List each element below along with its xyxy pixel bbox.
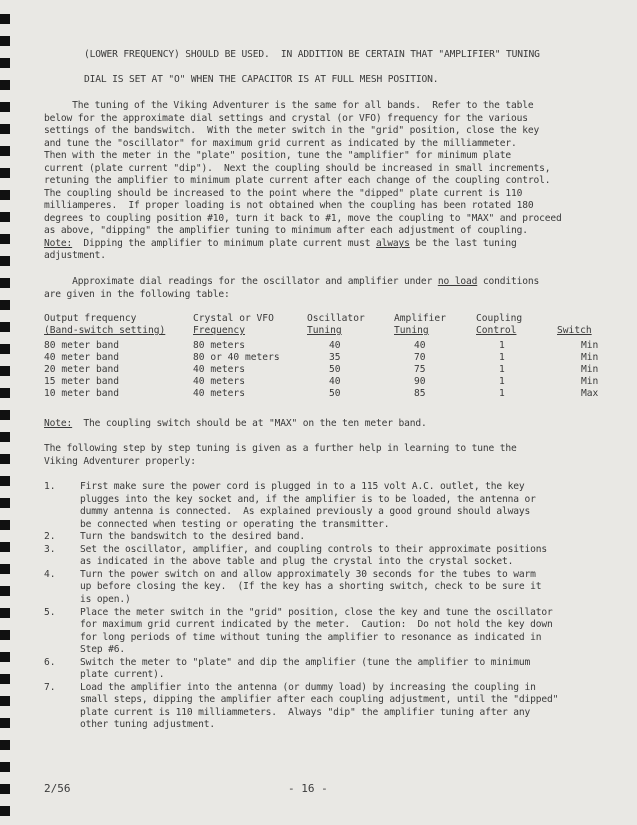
punch-hole bbox=[0, 36, 10, 46]
header-cell: Crystal or VFO bbox=[193, 313, 274, 324]
punch-hole bbox=[0, 212, 10, 222]
table-row bbox=[44, 340, 604, 352]
table-cell: Min bbox=[581, 352, 599, 363]
table-cell: 75 bbox=[414, 364, 426, 375]
punch-hole bbox=[0, 454, 10, 464]
steps-intro-line: The following step by step tuning is given as a further help in learning to tune the bbox=[44, 443, 517, 454]
paragraph-line: below for the approximate dial settings and crystal (or VFO) frequency for the various bbox=[44, 113, 528, 124]
table-intro-line: are given in the following table: bbox=[44, 289, 230, 300]
table-cell: 80 meters bbox=[193, 340, 245, 351]
punch-hole bbox=[0, 256, 10, 266]
step-line: small steps, dipping the amplifier after each coupling adjustment, until the "dipped" bbox=[80, 694, 559, 705]
table-cell: Min bbox=[581, 376, 599, 387]
table-cell: 40 meters bbox=[193, 364, 245, 375]
table-cell: 50 bbox=[329, 364, 341, 375]
table-cell: 40 bbox=[414, 340, 426, 351]
table-cell: 40 meters bbox=[193, 376, 245, 387]
punch-hole bbox=[0, 344, 10, 354]
table-cell: 20 meter band bbox=[44, 364, 120, 375]
step-line: Switch the meter to "plate" and dip the amplifier (tune the amplifier to minimum bbox=[80, 657, 531, 668]
punch-hole bbox=[0, 784, 10, 794]
paragraph-line: and tune the "oscillator" for maximum grid current as indicated by the milliammeter. bbox=[44, 138, 517, 149]
header-cell: Frequency bbox=[193, 325, 245, 336]
step-line: Turn the bandswitch to the desired band. bbox=[80, 531, 306, 542]
paragraph-line: as above, "dipping" the amplifier tuning to minimum after each adjustment of coupling. bbox=[44, 225, 528, 236]
note-text: Dipping the amplifier to minimum plate current must bbox=[72, 238, 376, 249]
punch-hole bbox=[0, 388, 10, 398]
table-cell: 80 meter band bbox=[44, 340, 120, 351]
step-line: plate current). bbox=[80, 669, 165, 680]
step-line: for long periods of time without tuning the amplifier to resonance as indicated in bbox=[80, 632, 542, 643]
step-number: 7. bbox=[44, 682, 56, 693]
note-line bbox=[44, 238, 517, 250]
table-cell: 40 bbox=[329, 340, 341, 351]
punch-hole bbox=[0, 630, 10, 640]
header-cell: Tuning bbox=[307, 325, 342, 336]
punch-hole bbox=[0, 102, 10, 112]
table-cell: 1 bbox=[499, 376, 505, 387]
step-number: 6. bbox=[44, 657, 56, 668]
punch-hole bbox=[0, 300, 10, 310]
note-text: The coupling switch should be at "MAX" on the ten meter band. bbox=[72, 418, 427, 429]
step-line: Step #6. bbox=[80, 644, 126, 655]
intro-underlined: no load bbox=[437, 276, 478, 287]
punch-hole bbox=[0, 322, 10, 332]
punch-hole bbox=[0, 696, 10, 706]
punch-hole bbox=[0, 498, 10, 508]
table-cell: 40 meter band bbox=[44, 352, 120, 363]
table-cell: Min bbox=[581, 364, 599, 375]
step-number: 4. bbox=[44, 569, 56, 580]
step-line: Load the amplifier into the antenna (or dummy load) by increasing the coupling in bbox=[80, 682, 536, 693]
punch-hole bbox=[0, 14, 10, 24]
table-row bbox=[44, 364, 604, 376]
step-line: as indicated in the above table and plug the crystal into the crystal socket. bbox=[80, 556, 514, 567]
table-row bbox=[44, 352, 604, 364]
paragraph-line: The coupling should be increased to the point where the "dipped" plate current is 110 bbox=[44, 188, 523, 199]
table-cell: 40 meters bbox=[193, 388, 245, 399]
punch-hole bbox=[0, 586, 10, 596]
note-label: Note: bbox=[44, 418, 73, 429]
table-cell: 15 meter band bbox=[44, 376, 120, 387]
punch-hole bbox=[0, 674, 10, 684]
table-header-row bbox=[44, 313, 604, 325]
punch-hole bbox=[0, 564, 10, 574]
step-line: plugges into the key socket and, if the amplifier is to be loaded, the antenna or bbox=[80, 494, 536, 505]
steps-intro-line: Viking Adventurer properly: bbox=[44, 456, 196, 467]
paragraph-line: degrees to coupling position #10, turn it back to #1, move the coupling to "MAX" and proceed bbox=[44, 213, 562, 224]
table-cell: 70 bbox=[414, 352, 426, 363]
coupling-note bbox=[44, 418, 427, 430]
punch-hole bbox=[0, 520, 10, 530]
punch-hole bbox=[0, 652, 10, 662]
punch-hole bbox=[0, 234, 10, 244]
step-line: First make sure the power cord is plugged in to a 115 volt A.C. outlet, the key bbox=[80, 481, 525, 492]
top-line: DIAL IS SET AT "O" WHEN THE CAPACITOR IS AT FULL MESH POSITION. bbox=[84, 74, 439, 85]
table-cell: 35 bbox=[329, 352, 341, 363]
header-cell: Oscillator bbox=[307, 313, 365, 324]
header-cell: (Band-switch setting) bbox=[44, 325, 166, 336]
paragraph-line: Then with the meter in the "plate" position, tune the "amplifier" for minimum plate bbox=[44, 150, 511, 161]
step-number: 3. bbox=[44, 544, 56, 555]
header-cell: Output frequency bbox=[44, 313, 137, 324]
table-intro-line bbox=[44, 276, 539, 288]
step-line: other tuning adjustment. bbox=[80, 719, 216, 730]
step-line: Place the meter switch in the "grid" position, close the key and tune the oscillator bbox=[80, 607, 553, 618]
table-cell: 1 bbox=[499, 352, 505, 363]
footer-date: 2/56 bbox=[44, 782, 71, 795]
header-cell: Amplifier bbox=[394, 313, 446, 324]
header-cell: Control bbox=[476, 325, 517, 336]
table-cell: 85 bbox=[414, 388, 426, 399]
punch-hole bbox=[0, 476, 10, 486]
punch-hole bbox=[0, 366, 10, 376]
table-cell: 1 bbox=[499, 388, 505, 399]
table-cell: 1 bbox=[499, 364, 505, 375]
paragraph-line: milliamperes. If proper loading is not obtained when the coupling has been rotated 180 bbox=[44, 200, 534, 211]
step-line: dummy antenna is connected. As explained previously a good ground should always bbox=[80, 506, 531, 517]
table-row bbox=[44, 388, 604, 400]
paragraph-line: settings of the bandswitch. With the meter switch in the "grid" position, close the key bbox=[44, 125, 540, 136]
table-cell: 80 or 40 meters bbox=[193, 352, 280, 363]
note-text: be the last tuning bbox=[409, 238, 517, 249]
table-cell: Max bbox=[581, 388, 599, 399]
note-label: Note: bbox=[44, 238, 73, 249]
step-number: 1. bbox=[44, 481, 56, 492]
punch-hole bbox=[0, 124, 10, 134]
header-cell: Switch bbox=[557, 325, 592, 336]
page-number: - 16 - bbox=[288, 782, 328, 795]
paragraph-line: current (plate current "dip"). Next the coupling should be increased in small increments, bbox=[44, 163, 551, 174]
punch-hole bbox=[0, 432, 10, 442]
intro-text: conditions bbox=[477, 276, 540, 287]
punch-hole bbox=[0, 762, 10, 772]
step-number: 2. bbox=[44, 531, 56, 542]
punch-hole bbox=[0, 146, 10, 156]
punch-hole bbox=[0, 58, 10, 68]
note-line: adjustment. bbox=[44, 250, 106, 261]
note-emphasis: always bbox=[375, 238, 410, 249]
punch-hole bbox=[0, 278, 10, 288]
top-line: (LOWER FREQUENCY) SHOULD BE USED. IN ADDITION BE CERTAIN THAT "AMPLIFIER" TUNING bbox=[84, 49, 540, 60]
paragraph-line: retuning the amplifier to minimum plate current after each change of the coupling control. bbox=[44, 175, 551, 186]
step-number: 5. bbox=[44, 607, 56, 618]
paragraph-line: The tuning of the Viking Adventurer is the same for all bands. Refer to the table bbox=[44, 100, 534, 111]
dial-settings-table bbox=[44, 313, 604, 413]
punch-hole bbox=[0, 80, 10, 90]
punch-hole bbox=[0, 718, 10, 728]
table-cell: Min bbox=[581, 340, 599, 351]
punch-hole bbox=[0, 608, 10, 618]
header-cell: Tuning bbox=[394, 325, 429, 336]
table-cell: 1 bbox=[499, 340, 505, 351]
table-cell: 50 bbox=[329, 388, 341, 399]
table-row bbox=[44, 376, 604, 388]
table-cell: 10 meter band bbox=[44, 388, 120, 399]
punch-hole bbox=[0, 190, 10, 200]
step-line: for maximum grid current indicated by the meter. Caution: Do not hold the key down bbox=[80, 619, 553, 630]
binding-holes bbox=[0, 0, 14, 825]
punch-hole bbox=[0, 168, 10, 178]
table-cell: 90 bbox=[414, 376, 426, 387]
punch-hole bbox=[0, 740, 10, 750]
table-cell: 40 bbox=[329, 376, 341, 387]
punch-hole bbox=[0, 806, 10, 816]
step-line: Set the oscillator, amplifier, and coupling controls to their approximate positions bbox=[80, 544, 547, 555]
header-cell: Coupling bbox=[476, 313, 523, 324]
table-header-row bbox=[44, 325, 604, 337]
step-line: up before closing the key. (If the key has a shorting switch, check to be sure it bbox=[80, 581, 542, 592]
intro-text: Approximate dial readings for the oscillator and amplifier under bbox=[44, 276, 438, 287]
step-line: be connected when testing or operating the transmitter. bbox=[80, 519, 390, 530]
step-line: Turn the power switch on and allow approximately 30 seconds for the tubes to warm bbox=[80, 569, 536, 580]
step-line: plate current is 110 milliammeters. Always "dip" the amplifier tuning after any bbox=[80, 707, 531, 718]
punch-hole bbox=[0, 410, 10, 420]
step-line: is open.) bbox=[80, 594, 131, 605]
punch-hole bbox=[0, 542, 10, 552]
